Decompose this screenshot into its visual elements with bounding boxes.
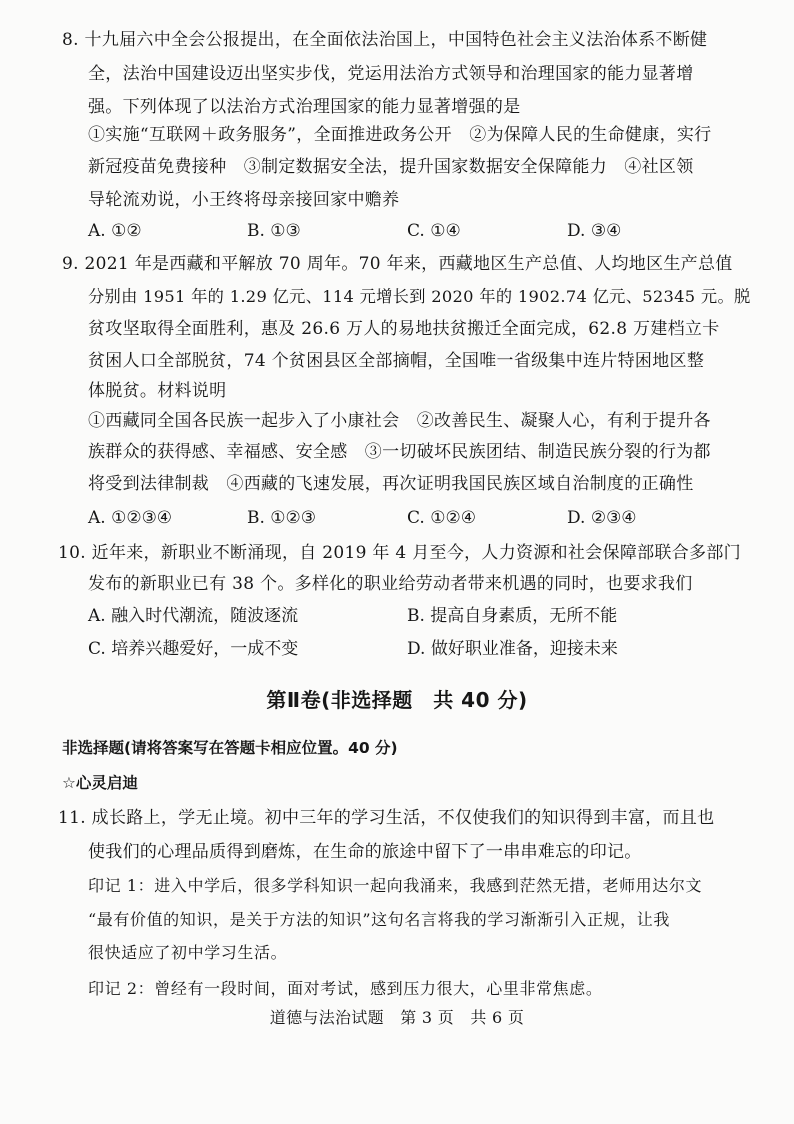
q9-option-d: D. ②③④ (567, 508, 637, 528)
q8-line-1: 8. 十九届六中全会公报提出，在全面依法治国上，中国特色社会主义法治体系不断健 (62, 30, 708, 50)
q9-line-5: 体脱贫。材料说明 (88, 381, 227, 401)
q9-line-3: 贫攻坚取得全面胜利，惠及 26.6 万人的易地扶贫搬迁全面完成，62.8 万建档立卡 (88, 319, 720, 339)
page-footer: 道德与法治试题 第 3 页 共 6 页 (269, 1008, 525, 1027)
q9-option-a: A. ①②③④ (88, 508, 173, 528)
q8-line-5: 新冠疫苗免费接种 ③制定数据安全法，提升国家数据安全保障能力 ④社区领 (88, 157, 694, 177)
q10-option-a: A. 融入时代潮流，随波逐流 (88, 606, 299, 626)
q8-line-3: 强。下列体现了以法治方式治理国家的能力显著增强的是 (88, 97, 521, 117)
q10-option-c: C. 培养兴趣爱好，一成不变 (88, 639, 299, 659)
q8-option-b: B. ①③ (247, 221, 301, 241)
q9-line-1: 9. 2021 年是西藏和平解放 70 周年。70 年来，西藏地区生产总值、人均地区生产总值 (62, 254, 733, 274)
section-2-instruction: 非选择题(请将答案写在答题卡相应位置。40 分) (62, 739, 398, 757)
q9-line-4: 贫困人口全部脱贫，74 个贫困县区全部摘帽，全国唯一省级集中连片特困地区整 (88, 351, 705, 371)
q9-line-8: 将受到法律制裁 ④西藏的飞速发展，再次证明我国民族区域自治制度的正确性 (88, 474, 694, 494)
q8-line-6: 导轮流劝说，小王终将母亲接回家中赡养 (88, 190, 400, 210)
q10-line-1: 10. 近年来，新职业不断涌现，自 2019 年 4 月至今，人力资源和社会保障部联合多部门 (58, 543, 741, 563)
q11-line-1: 11. 成长路上，学无止境。初中三年的学习生活，不仅使我们的知识得到丰富，而且也 (58, 808, 715, 828)
section-2-subheading: ☆心灵启迪 (62, 774, 138, 792)
q9-line-6: ①西藏同全国各民族一起步入了小康社会 ②改善民生、凝聚人心，有利于提升各 (88, 411, 711, 431)
q10-line-2: 发布的新职业已有 38 个。多样化的职业给劳动者带来机遇的同时，也要求我们 (88, 574, 693, 594)
q8-option-d: D. ③④ (567, 221, 622, 241)
q9-line-7: 族群众的获得感、幸福感、安全感 ③一切破坏民族团结、制造民族分裂的行为都 (88, 442, 711, 462)
q10-option-d: D. 做好职业准备，迎接未来 (407, 639, 618, 659)
q8-option-a: A. ①② (88, 221, 142, 241)
q11-imprint-1-line-2: “最有价值的知识，是关于方法的知识”这句名言将我的学习渐渐引入正规，让我 (88, 910, 670, 929)
q11-imprint-1-line-3: 很快适应了初中学习生活。 (88, 943, 288, 962)
q8-option-c: C. ①④ (407, 221, 461, 241)
q11-imprint-1-line-1: 印记 1：进入中学后，很多学科知识一起向我涌来，我感到茫然无措，老师用达尔文 (88, 876, 703, 895)
q9-line-2: 分别由 1951 年的 1.29 亿元、114 元增长到 2020 年的 1902.74 亿元、52345 元。脱 (88, 287, 751, 306)
q11-line-2: 使我们的心理品质得到磨炼，在生命的旅途中留下了一串串难忘的印记。 (88, 842, 642, 862)
q8-line-4: ①实施“互联网＋政务服务”，全面推进政务公开 ②为保障人民的生命健康，实行 (88, 125, 712, 145)
q10-option-b: B. 提高自身素质，无所不能 (407, 606, 618, 626)
q11-imprint-2: 印记 2：曾经有一段时间，面对考试，感到压力很大，心里非常焦虑。 (88, 979, 603, 998)
q8-line-2: 全，法治中国建设迈出坚实步伐，党运用法治方式领导和治理国家的能力显著增 (88, 64, 694, 84)
section-2-title: 第Ⅱ卷(非选择题 共 40 分) (266, 688, 528, 712)
q9-option-c: C. ①②④ (407, 508, 476, 528)
q9-option-b: B. ①②③ (247, 508, 317, 528)
